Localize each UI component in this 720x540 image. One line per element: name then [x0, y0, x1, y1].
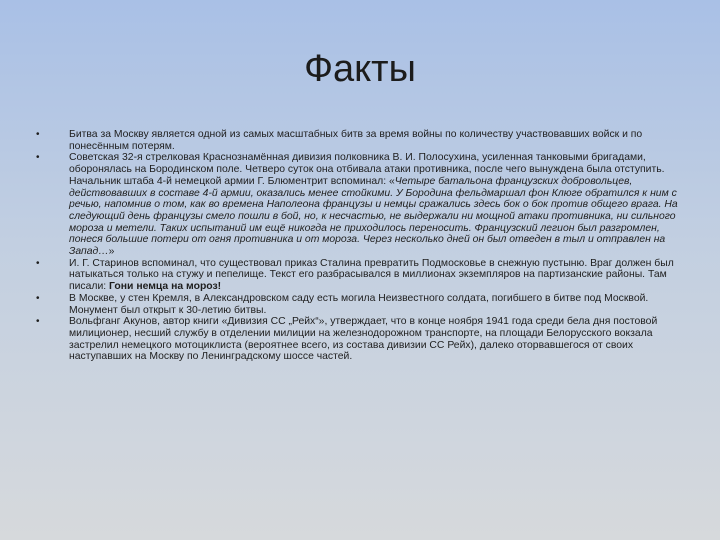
bullet-text: Битва за Москву является одной из самых масштабных битв за время войны по количеству участвовавших войск и по понесённым потерям.	[69, 129, 643, 152]
bullet-text: Вольфганг Акунов, автор книги «Дивизия СС „Рейх“», утверждает, что в конце ноября 1941 года среди бела дня постовой милиционер, несший службу в отделении милиции на железнодорожном транспорте, на площади Белорусского вокзала застрелил немецкого мотоциклиста (вероятнее всего, из состава дивизии СС Рейх), далеко оторвавшегося от своих наступавших на Москву по Ленинградскому шоссе частей.	[69, 316, 658, 363]
bullet-bold-text: Гони немца на мороз!	[109, 281, 222, 293]
bullet-text: Советская 32-я стрелковая Краснознамённая дивизия полковника В. И. Полосухина, усиленная танковыми бригадами, оборонялась на Бородинском поле. Четверо суток она отбивала атаки противника, после чего вынуждена была отступить. Начальник штаба 4-й немецкой армии Г. Блюментрит вспоминал: «	[69, 152, 665, 187]
slide-title: Факты	[304, 48, 416, 90]
bullet-quote-end: »	[108, 246, 115, 258]
bullet-item	[36, 316, 682, 363]
bullet-quote: Четыре батальона французских добровольцев, действовавших в составе 4-й армии, оказались менее стойкими. У Бородина фельдмаршал фон Клюге обратился к ним с речью, напомнив о том, как во времена Наполеона французы и немцы сражались здесь бок о бок против общего врага. На следующий день французы смело пошли в бой, но, к несчастью, не выдержали ни мощной атаки противника, ни сильного мороза и метели. Таких испытаний им ещё никогда не приходилось переносить. Французский легион был разгромлен, понеся большие потери от огня противника и от мороза. Через несколько дней он был отведен в тыл и отправлен на Запад…	[69, 175, 678, 258]
bullet-item	[36, 293, 682, 316]
bullet-item	[36, 152, 682, 257]
bullet-item	[36, 129, 682, 152]
bullet-text: И. Г. Старинов вспоминал, что существовал приказ Сталина превратить Подмосковье в снежную пустыню. Враг должен был натыкаться только на стужу и пепелище. Текст его разбрасывался в миллионах экземпляров на партизанские районы. Там писали:	[69, 257, 674, 293]
bullet-list	[36, 129, 682, 363]
bullet-text: В Москве, у стен Кремля, в Александровском саду есть могила Неизвестного солдата, погибшего в битве под Москвой. Монумент был открыт к 30-летию битвы.	[69, 292, 649, 316]
bullet-item	[36, 258, 682, 293]
